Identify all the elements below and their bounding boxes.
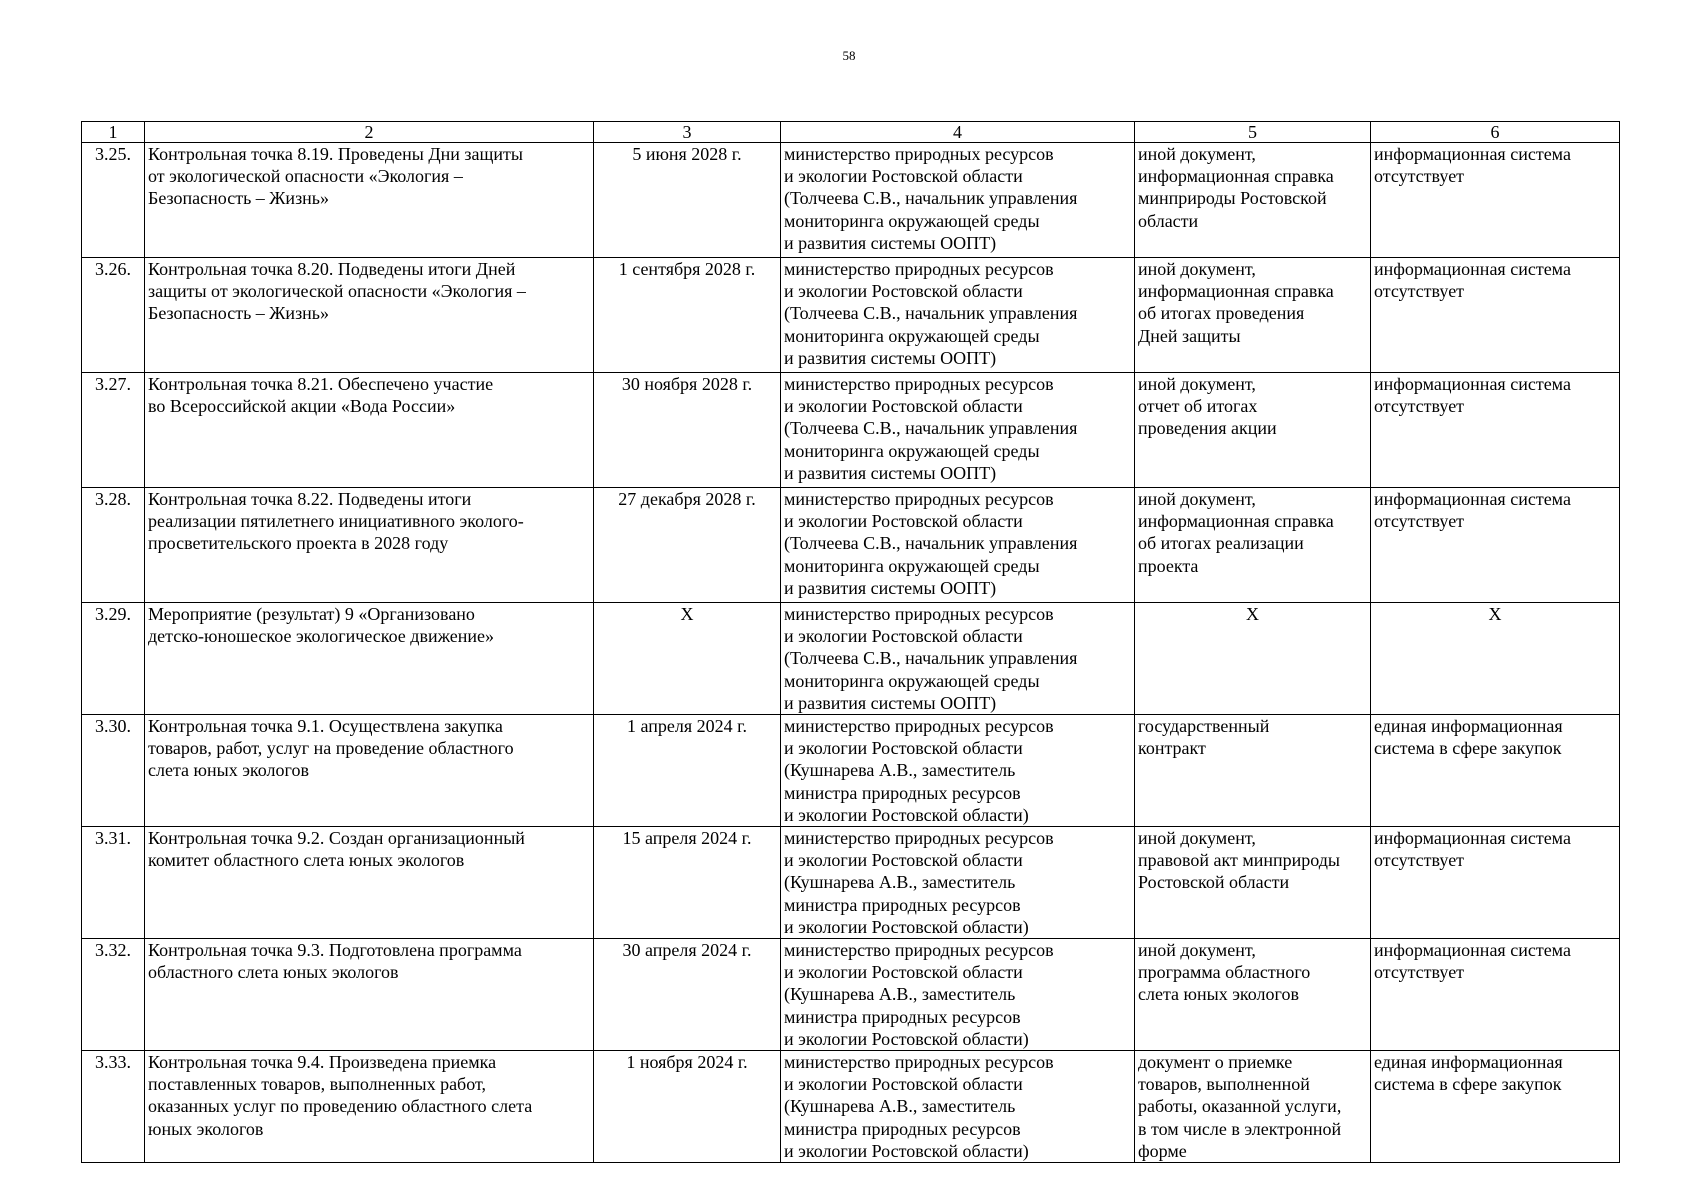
confirming-document: документ о приемке товаров, выполненной работы, оказанной услуги, в том числе в электронной форме — [1135, 1051, 1371, 1163]
information-system: X — [1371, 603, 1620, 715]
information-system: информационная система отсутствует — [1371, 827, 1620, 939]
responsible-executor: министерство природных ресурсов и экологии Ростовской области (Кушнарева А.В., заместитель министра природных ресурсов и экологии Ростовской области) — [781, 1051, 1135, 1163]
column-header-2: 2 — [145, 122, 594, 143]
information-system: информационная система отсутствует — [1371, 939, 1620, 1051]
column-header-5: 5 — [1135, 122, 1371, 143]
row-number: 3.26. — [82, 258, 145, 373]
row-number: 3.25. — [82, 143, 145, 258]
due-date: 1 ноября 2024 г. — [594, 1051, 781, 1163]
information-system: информационная система отсутствует — [1371, 488, 1620, 603]
confirming-document: иной документ, отчет об итогах проведения акции — [1135, 373, 1371, 488]
due-date: 1 сентября 2028 г. — [594, 258, 781, 373]
confirming-document: государственный контракт — [1135, 715, 1371, 827]
table-row — [82, 603, 1620, 715]
page-number: 58 — [842, 48, 856, 63]
table-body — [82, 143, 1620, 1163]
confirming-document: иной документ, правовой акт минприроды Ростовской области — [1135, 827, 1371, 939]
row-number: 3.28. — [82, 488, 145, 603]
row-number: 3.31. — [82, 827, 145, 939]
control-points-table — [81, 121, 1620, 1163]
table-row — [82, 373, 1620, 488]
column-header-4: 4 — [781, 122, 1135, 143]
event-name: Контрольная точка 9.2. Создан организационный комитет областного слета юных экологов — [145, 827, 594, 939]
due-date: 27 декабря 2028 г. — [594, 488, 781, 603]
information-system: информационная система отсутствует — [1371, 373, 1620, 488]
due-date: 30 апреля 2024 г. — [594, 939, 781, 1051]
table-row — [82, 143, 1620, 258]
due-date: 30 ноября 2028 г. — [594, 373, 781, 488]
responsible-executor: министерство природных ресурсов и экологии Ростовской области (Кушнарева А.В., заместитель министра природных ресурсов и экологии Ростовской области) — [781, 715, 1135, 827]
table-row — [82, 939, 1620, 1051]
table-row — [82, 488, 1620, 603]
row-number: 3.30. — [82, 715, 145, 827]
event-name: Контрольная точка 8.20. Подведены итоги Дней защиты от экологической опасности «Экология – Безопасность – Жизнь» — [145, 258, 594, 373]
table-row — [82, 715, 1620, 827]
confirming-document: X — [1135, 603, 1371, 715]
table-row — [82, 827, 1620, 939]
table-header — [82, 122, 1620, 143]
responsible-executor: министерство природных ресурсов и экологии Ростовской области (Кушнарева А.В., заместитель министра природных ресурсов и экологии Ростовской области) — [781, 827, 1135, 939]
event-name: Мероприятие (результат) 9 «Организовано детско-юношеское экологическое движение» — [145, 603, 594, 715]
confirming-document: иной документ, программа областного слета юных экологов — [1135, 939, 1371, 1051]
event-name: Контрольная точка 9.3. Подготовлена программа областного слета юных экологов — [145, 939, 594, 1051]
responsible-executor: министерство природных ресурсов и экологии Ростовской области (Толчеева С.В., начальник управления мониторинга окружающей среды и развития системы ООПТ) — [781, 143, 1135, 258]
responsible-executor: министерство природных ресурсов и экологии Ростовской области (Толчеева С.В., начальник управления мониторинга окружающей среды и развития системы ООПТ) — [781, 488, 1135, 603]
row-number: 3.33. — [82, 1051, 145, 1163]
header-row — [82, 122, 1620, 143]
information-system: единая информационная система в сфере закупок — [1371, 715, 1620, 827]
event-name: Контрольная точка 8.21. Обеспечено участие во Всероссийской акции «Вода России» — [145, 373, 594, 488]
confirming-document: иной документ, информационная справка об итогах проведения Дней защиты — [1135, 258, 1371, 373]
information-system: информационная система отсутствует — [1371, 258, 1620, 373]
information-system: информационная система отсутствует — [1371, 143, 1620, 258]
column-header-1: 1 — [82, 122, 145, 143]
row-number: 3.29. — [82, 603, 145, 715]
table-row — [82, 1051, 1620, 1163]
due-date: 5 июня 2028 г. — [594, 143, 781, 258]
confirming-document: иной документ, информационная справка минприроды Ростовской области — [1135, 143, 1371, 258]
responsible-executor: министерство природных ресурсов и экологии Ростовской области (Толчеева С.В., начальник управления мониторинга окружающей среды и развития системы ООПТ) — [781, 373, 1135, 488]
row-number: 3.32. — [82, 939, 145, 1051]
responsible-executor: министерство природных ресурсов и экологии Ростовской области (Толчеева С.В., начальник управления мониторинга окружающей среды и развития системы ООПТ) — [781, 603, 1135, 715]
confirming-document: иной документ, информационная справка об итогах реализации проекта — [1135, 488, 1371, 603]
event-name: Контрольная точка 8.19. Проведены Дни защиты от экологической опасности «Экология – Безопасность – Жизнь» — [145, 143, 594, 258]
column-header-3: 3 — [594, 122, 781, 143]
due-date: 1 апреля 2024 г. — [594, 715, 781, 827]
event-name: Контрольная точка 9.1. Осуществлена закупка товаров, работ, услуг на проведение областного слета юных экологов — [145, 715, 594, 827]
responsible-executor: министерство природных ресурсов и экологии Ростовской области (Кушнарева А.В., заместитель министра природных ресурсов и экологии Ростовской области) — [781, 939, 1135, 1051]
column-header-6: 6 — [1371, 122, 1620, 143]
table-row — [82, 258, 1620, 373]
event-name: Контрольная точка 9.4. Произведена приемка поставленных товаров, выполненных работ, оказанных услуг по проведению областного слета юных экологов — [145, 1051, 594, 1163]
responsible-executor: министерство природных ресурсов и экологии Ростовской области (Толчеева С.В., начальник управления мониторинга окружающей среды и развития системы ООПТ) — [781, 258, 1135, 373]
due-date: X — [594, 603, 781, 715]
information-system: единая информационная система в сфере закупок — [1371, 1051, 1620, 1163]
event-name: Контрольная точка 8.22. Подведены итоги реализации пятилетнего инициативного эколого- просветительского проекта в 2028 году — [145, 488, 594, 603]
row-number: 3.27. — [82, 373, 145, 488]
due-date: 15 апреля 2024 г. — [594, 827, 781, 939]
